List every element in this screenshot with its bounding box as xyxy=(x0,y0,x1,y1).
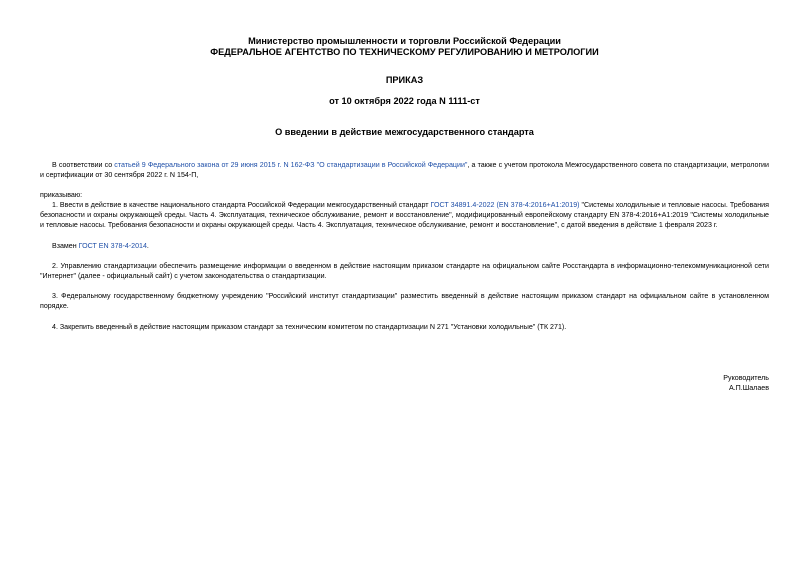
item-4-paragraph: 4. Закрепить введенный в действие настоящим приказом стандарт за техническим комитетом по стандартизации N 271 "Установки холодильные" (ТК 271). xyxy=(52,323,567,331)
item-2-paragraph: 2. Управлению стандартизации обеспечить размещение информации о введенном в действие настоящим приказом стандарте на официальном сайте Росстандарта в информационно-телекоммуникационной сети "Интернет" (далее - официальный сайт) с учетом законодательства о стандартизации. xyxy=(40,262,769,280)
law-link[interactable]: статьей 9 Федерального закона от 29 июня 2015 г. N 162-ФЗ "О стандартизации в Российской Федерации" xyxy=(114,161,468,169)
replacement-paragraph xyxy=(40,241,769,251)
document-type: ПРИКАЗ xyxy=(385,75,424,85)
signer-name: А.П.Шалаев xyxy=(728,384,769,392)
intro-prefix: В соответствии со xyxy=(52,161,115,169)
replaced-standard-link[interactable]: ГОСТ EN 378-4-2014 xyxy=(78,242,147,250)
ministry-name: Министерство промышленности и торговли Российской Федерации xyxy=(248,36,561,46)
orders-label: приказываю: xyxy=(40,191,83,199)
replacement-prefix: Взамен xyxy=(52,242,79,250)
standard-link[interactable]: ГОСТ 34891.4-2022 (EN 378-4:2016+A1:2019) xyxy=(430,201,580,209)
item-3-paragraph: 3. Федеральному государственному бюджетному учреждению "Российский институт стандартизации" разместить введенный в действие настоящим приказом стандарт на официальном сайте в установленном порядке. xyxy=(40,292,769,310)
item-1-prefix: 1. Ввести в действие в качестве национального стандарта Российской Федерации межгосударственный стандарт xyxy=(52,201,431,209)
document-date-number: от 10 октября 2022 года N 1111-ст xyxy=(329,96,480,106)
intro-suffix: , а также с учетом протокола Межгосударственного совета по стандартизации, метрологии и сертификации от 30 сентября 2022 г. N 154-П, xyxy=(40,161,769,179)
item-1-suffix: "Системы холодильные и тепловые насосы. Требования безопасности и охраны окружающей среды. Часть 4. Эксплуатация, техническое обслуживание, ремонт и восстановление", модифицированный европейскому стандарту EN 378-4:2016+A1:2019 "Системы холодильные и тепловые насосы. Требования безопасности и охраны окружающей среды. Часть 4. Эксплуатация, техническое обслуживание, ремонт и восстановление", с датой введения в действие 1 февраля 2023 г. xyxy=(40,201,769,229)
replacement-suffix: . xyxy=(146,242,149,250)
document-body xyxy=(40,160,769,332)
signature-block xyxy=(723,373,769,393)
item-1-paragraph xyxy=(40,200,769,230)
intro-paragraph xyxy=(40,160,769,180)
signer-position: Руководитель xyxy=(723,374,769,382)
agency-name: ФЕДЕРАЛЬНОЕ АГЕНТСТВО ПО ТЕХНИЧЕСКОМУ РЕГУЛИРОВАНИЮ И МЕТРОЛОГИИ xyxy=(210,47,599,57)
document-subject: О введении в действие межгосударственного стандарта xyxy=(275,127,534,137)
